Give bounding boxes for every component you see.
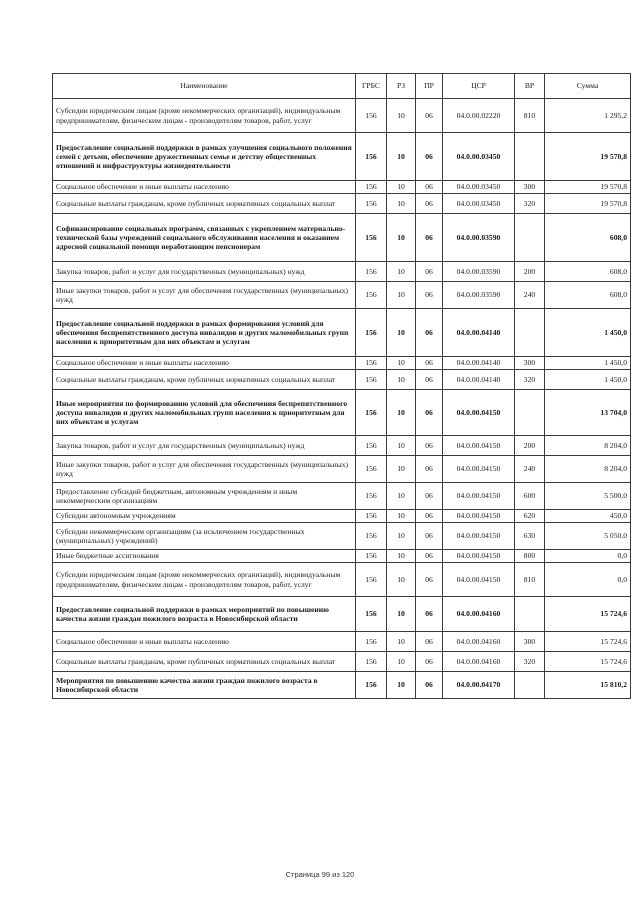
- table-row: [53, 436, 631, 456]
- cell-vr: 300: [515, 181, 545, 194]
- cell-pr: 06: [416, 99, 443, 133]
- cell-pr: 06: [416, 632, 443, 652]
- header-sum: Сумма: [545, 74, 631, 99]
- cell-vr: 300: [515, 357, 545, 370]
- cell-grbs: 156: [356, 550, 387, 563]
- table-row: [53, 550, 631, 563]
- cell-vr: [515, 672, 545, 699]
- cell-grbs: 156: [356, 309, 387, 357]
- cell-pr: 06: [416, 282, 443, 309]
- table-row: [53, 390, 631, 436]
- cell-sum: 1 450,0: [545, 357, 631, 370]
- cell-rz: 10: [387, 390, 416, 436]
- cell-csr: 04.0.00.04160: [443, 597, 515, 632]
- table-row: [53, 309, 631, 357]
- cell-rz: 10: [387, 133, 416, 181]
- cell-grbs: 156: [356, 510, 387, 523]
- cell-sum: 1 450,0: [545, 370, 631, 390]
- cell-csr: 04.0.00.04150: [443, 436, 515, 456]
- cell-csr: 04.0.00.02220: [443, 99, 515, 133]
- table-row: [53, 632, 631, 652]
- cell-vr: 200: [515, 262, 545, 282]
- cell-grbs: 156: [356, 390, 387, 436]
- table-row: [53, 597, 631, 632]
- cell-rz: 10: [387, 194, 416, 214]
- cell-name: Субсидии автономным учреждениям: [53, 510, 356, 523]
- cell-sum: 608,0: [545, 282, 631, 309]
- cell-pr: 06: [416, 370, 443, 390]
- cell-pr: 06: [416, 672, 443, 699]
- cell-sum: 8 204,0: [545, 436, 631, 456]
- table-row: [53, 99, 631, 133]
- table-row: [53, 563, 631, 597]
- table-row: [53, 370, 631, 390]
- cell-pr: 06: [416, 483, 443, 510]
- cell-vr: [515, 597, 545, 632]
- cell-csr: 04.0.00.04160: [443, 632, 515, 652]
- cell-sum: 13 704,0: [545, 390, 631, 436]
- cell-rz: 10: [387, 510, 416, 523]
- cell-name: Иные мероприятия по формированию условий для обеспечения беспрепятственного доступа инвалидов и других маломобильных групп населения к приоритетным для них объектам и услугам: [53, 390, 356, 436]
- cell-rz: 10: [387, 436, 416, 456]
- cell-grbs: 156: [356, 672, 387, 699]
- cell-csr: 04.0.00.03590: [443, 282, 515, 309]
- cell-pr: 06: [416, 436, 443, 456]
- cell-rz: 10: [387, 99, 416, 133]
- header-name: Наименование: [53, 74, 356, 99]
- cell-grbs: 156: [356, 523, 387, 550]
- cell-grbs: 156: [356, 181, 387, 194]
- cell-rz: 10: [387, 370, 416, 390]
- cell-pr: 06: [416, 181, 443, 194]
- cell-name: Социальные выплаты гражданам, кроме публичных нормативных социальных выплат: [53, 652, 356, 672]
- cell-csr: 04.0.00.04140: [443, 309, 515, 357]
- cell-pr: 06: [416, 309, 443, 357]
- cell-vr: 320: [515, 652, 545, 672]
- cell-name: Субсидии юридическим лицам (кроме некоммерческих организаций), индивидуальным предпринимателям, физическим лицам - производителям товаров, работ, услуг: [53, 99, 356, 133]
- cell-vr: 810: [515, 563, 545, 597]
- cell-sum: 8 204,0: [545, 456, 631, 483]
- header-csr: ЦСР: [443, 74, 515, 99]
- cell-rz: 10: [387, 652, 416, 672]
- cell-vr: 320: [515, 194, 545, 214]
- cell-sum: 15 724,6: [545, 652, 631, 672]
- cell-rz: 10: [387, 181, 416, 194]
- cell-csr: 04.0.00.03450: [443, 194, 515, 214]
- cell-csr: 04.0.00.03590: [443, 262, 515, 282]
- cell-vr: [515, 133, 545, 181]
- cell-csr: 04.0.00.04160: [443, 652, 515, 672]
- cell-name: Предоставление социальной поддержки в рамках улучшения социального положения семей с детьми, обеспечение дружественных семье и детству общественных отношений и инфраструктуры жизнедеятельности: [53, 133, 356, 181]
- table-row: [53, 510, 631, 523]
- cell-vr: 200: [515, 436, 545, 456]
- cell-pr: 06: [416, 652, 443, 672]
- cell-sum: 15 810,2: [545, 672, 631, 699]
- cell-csr: 04.0.00.04140: [443, 357, 515, 370]
- cell-csr: 04.0.00.04150: [443, 456, 515, 483]
- cell-vr: 620: [515, 510, 545, 523]
- cell-csr: 04.0.00.04150: [443, 550, 515, 563]
- cell-name: Иные бюджетные ассигнования: [53, 550, 356, 563]
- cell-vr: 320: [515, 370, 545, 390]
- cell-name: Предоставление социальной поддержки в рамках формирования условий для обеспечения беспрепятственного доступа инвалидов и других маломобильных групп населения к приоритетным для них объектам и услугам: [53, 309, 356, 357]
- cell-pr: 06: [416, 133, 443, 181]
- cell-grbs: 156: [356, 436, 387, 456]
- cell-rz: 10: [387, 309, 416, 357]
- cell-pr: 06: [416, 194, 443, 214]
- cell-rz: 10: [387, 672, 416, 699]
- cell-rz: 10: [387, 214, 416, 262]
- table-row: [53, 194, 631, 214]
- cell-pr: 06: [416, 563, 443, 597]
- header-grbs: ГРБС: [356, 74, 387, 99]
- cell-rz: 10: [387, 456, 416, 483]
- cell-sum: 1 295,2: [545, 99, 631, 133]
- cell-pr: 06: [416, 550, 443, 563]
- cell-pr: 06: [416, 510, 443, 523]
- cell-csr: 04.0.00.03450: [443, 133, 515, 181]
- cell-csr: 04.0.00.03450: [443, 181, 515, 194]
- cell-name: Социальные выплаты гражданам, кроме публичных нормативных социальных выплат: [53, 370, 356, 390]
- cell-name: Социальное обеспечение и иные выплаты населению: [53, 357, 356, 370]
- cell-csr: 04.0.00.04140: [443, 370, 515, 390]
- cell-pr: 06: [416, 456, 443, 483]
- cell-name: Мероприятия по повышению качества жизни граждан пожилого возраста в Новосибирской области: [53, 672, 356, 699]
- cell-vr: [515, 390, 545, 436]
- cell-csr: 04.0.00.03590: [443, 214, 515, 262]
- cell-sum: 608,0: [545, 262, 631, 282]
- cell-rz: 10: [387, 262, 416, 282]
- cell-pr: 06: [416, 523, 443, 550]
- table-row: [53, 357, 631, 370]
- cell-pr: 06: [416, 597, 443, 632]
- cell-name: Предоставление субсидий бюджетным, автономным учреждениям и иным некоммерческим организациям: [53, 483, 356, 510]
- cell-vr: 800: [515, 550, 545, 563]
- cell-sum: 15 724,6: [545, 632, 631, 652]
- budget-table: [52, 73, 631, 699]
- cell-grbs: 156: [356, 262, 387, 282]
- cell-vr: 300: [515, 632, 545, 652]
- table-row: [53, 181, 631, 194]
- cell-rz: 10: [387, 282, 416, 309]
- cell-rz: 10: [387, 483, 416, 510]
- table-row: [53, 282, 631, 309]
- cell-sum: 19 570,8: [545, 133, 631, 181]
- cell-vr: [515, 309, 545, 357]
- cell-sum: 450,0: [545, 510, 631, 523]
- header-vr: ВР: [515, 74, 545, 99]
- cell-rz: 10: [387, 597, 416, 632]
- cell-csr: 04.0.00.04170: [443, 672, 515, 699]
- cell-grbs: 156: [356, 652, 387, 672]
- cell-sum: 5 050,0: [545, 523, 631, 550]
- cell-sum: 15 724,6: [545, 597, 631, 632]
- cell-sum: 19 570,8: [545, 181, 631, 194]
- cell-grbs: 156: [356, 214, 387, 262]
- cell-grbs: 156: [356, 99, 387, 133]
- cell-vr: 810: [515, 99, 545, 133]
- table-row: [53, 262, 631, 282]
- cell-grbs: 156: [356, 194, 387, 214]
- cell-name: Субсидии юридическим лицам (кроме некоммерческих организаций), индивидуальным предпринимателям, физическим лицам - производителям товаров, работ, услуг: [53, 563, 356, 597]
- cell-grbs: 156: [356, 632, 387, 652]
- cell-name: Иные закупки товаров, работ и услуг для обеспечения государственных (муниципальных) нужд: [53, 282, 356, 309]
- cell-csr: 04.0.00.04150: [443, 523, 515, 550]
- cell-pr: 06: [416, 390, 443, 436]
- cell-grbs: 156: [356, 370, 387, 390]
- cell-grbs: 156: [356, 456, 387, 483]
- cell-csr: 04.0.00.04150: [443, 390, 515, 436]
- cell-rz: 10: [387, 357, 416, 370]
- cell-vr: 600: [515, 483, 545, 510]
- cell-grbs: 156: [356, 133, 387, 181]
- cell-sum: 1 450,0: [545, 309, 631, 357]
- table-row: [53, 456, 631, 483]
- cell-sum: 608,0: [545, 214, 631, 262]
- table-row: [53, 214, 631, 262]
- cell-name: Социальное обеспечение и иные выплаты населению: [53, 632, 356, 652]
- cell-pr: 06: [416, 357, 443, 370]
- cell-grbs: 156: [356, 282, 387, 309]
- header-pr: ПР: [416, 74, 443, 99]
- table-row: [53, 133, 631, 181]
- cell-rz: 10: [387, 563, 416, 597]
- cell-grbs: 156: [356, 597, 387, 632]
- cell-name: Предоставление социальной поддержки в рамках мероприятий по повышению качества жизни граждан пожилого возраста в Новосибирской области: [53, 597, 356, 632]
- table-body: [53, 99, 631, 699]
- cell-csr: 04.0.00.04150: [443, 483, 515, 510]
- table-row: [53, 652, 631, 672]
- cell-grbs: 156: [356, 483, 387, 510]
- cell-name: Иные закупки товаров, работ и услуг для обеспечения государственных (муниципальных) нужд: [53, 456, 356, 483]
- cell-rz: 10: [387, 550, 416, 563]
- cell-vr: 240: [515, 456, 545, 483]
- cell-pr: 06: [416, 214, 443, 262]
- cell-vr: 630: [515, 523, 545, 550]
- cell-sum: 0,0: [545, 550, 631, 563]
- cell-name: Субсидии некоммерческим организациям (за исключением государственных (муниципальных) учреждений): [53, 523, 356, 550]
- table-header-row: [53, 74, 631, 99]
- table-row: [53, 672, 631, 699]
- cell-rz: 10: [387, 523, 416, 550]
- cell-grbs: 156: [356, 563, 387, 597]
- page-number: Страница 99 из 120: [285, 870, 355, 879]
- header-rz: РЗ: [387, 74, 416, 99]
- cell-pr: 06: [416, 262, 443, 282]
- cell-name: Социальные выплаты гражданам, кроме публичных нормативных социальных выплат: [53, 194, 356, 214]
- cell-name: Социальное обеспечение и иные выплаты населению: [53, 181, 356, 194]
- cell-csr: 04.0.00.04150: [443, 563, 515, 597]
- cell-name: Закупка товаров, работ и услуг для государственных (муниципальных) нужд: [53, 262, 356, 282]
- cell-vr: 240: [515, 282, 545, 309]
- cell-rz: 10: [387, 632, 416, 652]
- cell-sum: 19 570,8: [545, 194, 631, 214]
- table-row: [53, 523, 631, 550]
- cell-name: Закупка товаров, работ и услуг для государственных (муниципальных) нужд: [53, 436, 356, 456]
- table-row: [53, 483, 631, 510]
- cell-sum: 5 500,0: [545, 483, 631, 510]
- cell-sum: 0,0: [545, 563, 631, 597]
- cell-name: Софинансирование социальных программ, связанных с укреплением материально-технической базы учреждений социального обслуживания населения и оказанием адресной социальной помощи неработающим пенсионерам: [53, 214, 356, 262]
- cell-grbs: 156: [356, 357, 387, 370]
- cell-vr: [515, 214, 545, 262]
- cell-csr: 04.0.00.04150: [443, 510, 515, 523]
